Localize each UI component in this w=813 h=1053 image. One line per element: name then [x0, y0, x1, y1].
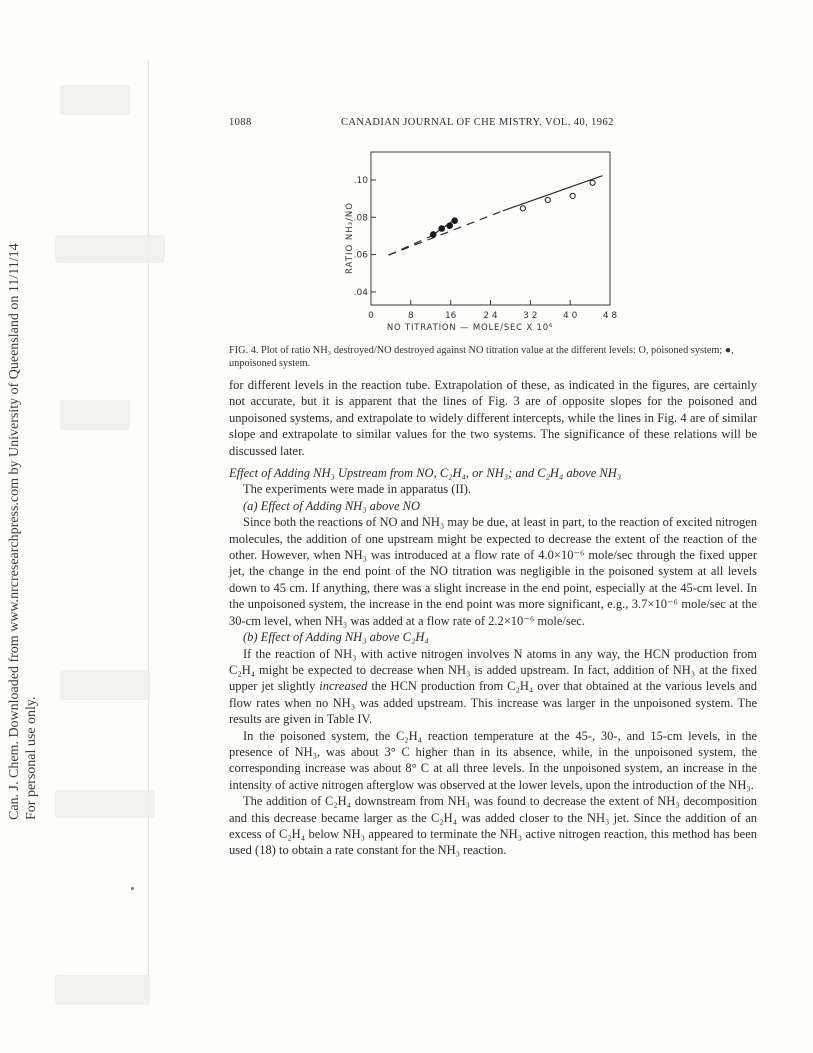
paragraph: Since both the reactions of NO and NH₃ may be due, at least in part, to the reaction of excited nitrogen molecules, the addition of one upstream might be expected to decrease the extent of the reaction of the other. However, when NH₃ was introduced at a flow rate of 4.0×10⁻⁶ mole/sec through the fixed upper jet, the change in the end point of the NO titration was negligible in the poisoned system at all levels down to 45 cm. If anything, there was a slight increase in the end point, especially at the 45-cm level. In the unpoisoned system, the increase in the end point was more significant, e.g., 3.7×10⁻⁶ mole/sec at the 30-cm level, when NH₃ was added at a flow rate of 2.2×10⁻⁶ mole/sec.	[229, 515, 757, 628]
subsection-heading-b: (b) Effect of Adding NH₃ above C₂H₄	[243, 630, 429, 645]
emphasis: increased	[319, 679, 368, 694]
scan-speck	[131, 887, 134, 890]
x-tick-label: 2 4	[483, 311, 498, 321]
x-tick-label: 16	[444, 311, 457, 321]
paragraph: In the poisoned system, the C₂H₄ reaction temperature at the 45-, 30-, and 15-cm levels, in the presence of NH₃, was about 3° C higher than in its absence, while, in the unpoisoned system, the corresponding increase was about 8° C at all three levels. In the unpoisoned system, an increase in the intensity of active nitrogen afterglow was observed at the lower levels, upon the introduction of the NH₃.	[229, 728, 757, 792]
text-run: If the reaction of NH₃ with active nitrogen involves N atoms in any way, the HCN production from C₂H₄ might be expected to decrease when NH₃ is added upstream. In fact, addition of NH₃ at the fixed upper jet slightly	[229, 646, 757, 694]
scan-smudge	[55, 235, 165, 263]
watermark-line-2: For personal use only.	[24, 696, 39, 820]
open-circle-point	[545, 197, 550, 202]
x-axis-label: NO TITRATION — MOLE/SEC X 10⁶	[386, 323, 554, 333]
open-circle-point	[590, 180, 595, 185]
page-header	[229, 117, 757, 133]
subsection-heading-a: (a) Effect of Adding NH₃ above NO	[243, 498, 421, 513]
plot-frame	[371, 152, 610, 305]
watermark-line-1: Can. J. Chem. Downloaded from www.nrcresearchpress.com by University of Queensland on 11/11/14	[7, 243, 22, 820]
journal-title: CANADIAN JOURNAL OF CHE MISTRY. VOL. 40, 1962	[341, 117, 614, 128]
paragraph: The addition of C₂H₄ downstream from NH₃ was found to decrease the extent of NH₃ decomposition and this decrease became larger as the C₂H₄ was added closer to the NH₃ jet. Since the addition of an excess of C₂H₄ below NH₃ appeared to terminate the NH₃ active nitrogen reaction, this method has been used (18) to obtain a rate constant for the NH₃ reaction.	[229, 794, 757, 858]
y-tick-label: .08	[353, 213, 368, 224]
y-tick-label: .06	[353, 250, 368, 261]
filled-circle-point	[452, 218, 458, 224]
y-tick-label: .04	[353, 287, 368, 298]
y-axis-label: RATIO NH₃/NO	[345, 202, 355, 274]
x-tick-label: 0	[368, 311, 374, 321]
x-tick-label: 4 8	[602, 311, 618, 321]
x-tick-label: 3 2	[523, 311, 538, 321]
x-tick-label: 4 0	[563, 311, 578, 321]
section-heading: Effect of Adding NH₃ Upstream from NO, C₂H₄, or NH₃; and C₂H₄ above NH₃	[229, 466, 622, 481]
paragraph: for different levels in the reaction tube. Extrapolation of these, as indicated in the figures, are certainly not accurate, but it is apparent that the lines of Fig. 3 are of opposite slopes for the poisoned and unpoisoned systems, and extrapolate to widely different intercepts, while the lines in Fig. 4 are of similar slope and extrapolate to similar values for the two systems. The significance of these relations will be discussed later.	[229, 378, 757, 458]
extrapolation-line-series-2	[388, 236, 430, 255]
scan-smudge	[55, 790, 155, 818]
open-circle-point	[520, 206, 525, 211]
margin-rule	[148, 60, 149, 980]
open-circle-point	[570, 193, 575, 198]
scan-smudge	[60, 400, 130, 430]
download-watermark	[2, 180, 42, 820]
paragraph	[229, 646, 757, 728]
figure-4-chart	[300, 140, 630, 336]
page-number: 1088	[229, 117, 252, 128]
y-tick-label: .10	[353, 175, 368, 186]
scan-smudge	[60, 670, 150, 700]
scan-smudge	[60, 85, 130, 115]
text-run: the HCN production from C₂H₄ over that obtained at the various levels and flow rates when no NH₃ was added upstream. This increase was larger in the unpoisoned system. The results are given in Table IV.	[229, 679, 757, 727]
filled-circle-point	[430, 232, 436, 238]
body-text	[229, 377, 757, 859]
fit-line-series-1	[503, 176, 603, 211]
filled-circle-point	[439, 226, 445, 232]
paragraph: The experiments were made in apparatus (II).	[243, 482, 472, 497]
filled-circle-point	[447, 223, 453, 229]
scan-smudge	[55, 975, 150, 1005]
figure-caption: FIG. 4. Plot of ratio NH₃ destroyed/NO destroyed against NO titration value at the different levels: O, poisoned system; ●, unpoisoned system.	[229, 345, 734, 369]
extrapolation-line-series-1	[388, 211, 503, 255]
x-tick-label: 8	[407, 311, 414, 321]
